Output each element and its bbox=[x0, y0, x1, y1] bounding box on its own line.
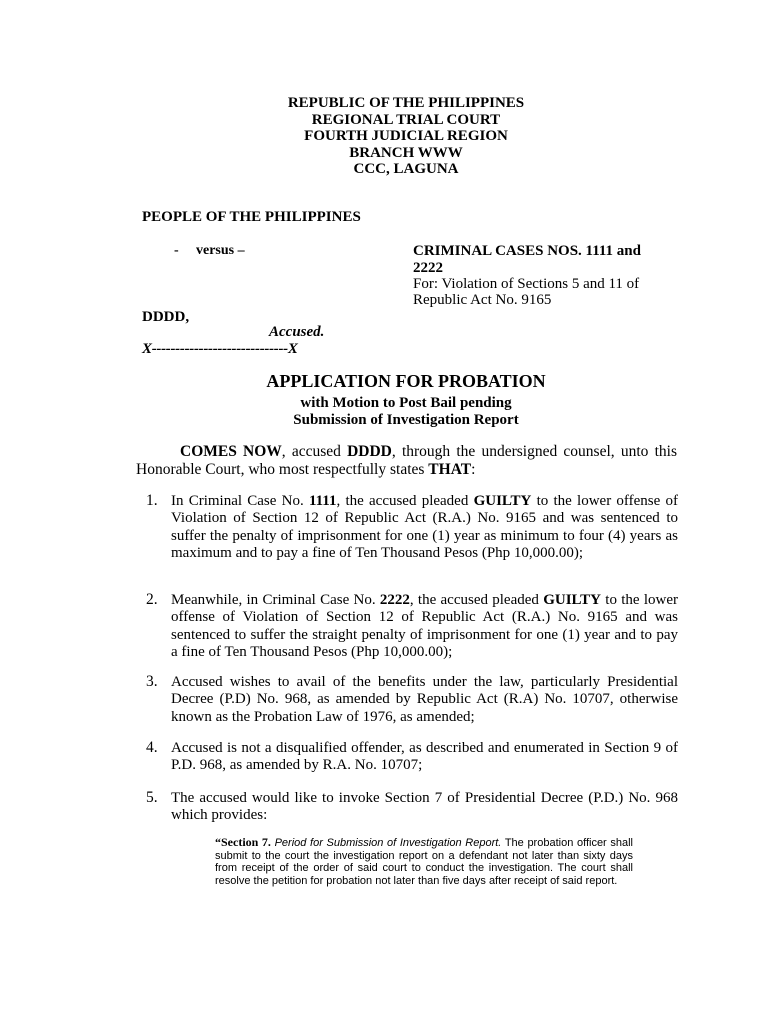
intro-text-1: , accused bbox=[281, 443, 348, 460]
intro-colon: : bbox=[471, 461, 476, 478]
item-1-paragraph bbox=[171, 493, 678, 562]
quote-section-title: Period for Submission of Investigation Report. bbox=[274, 837, 502, 849]
accused-label: Accused. bbox=[269, 324, 325, 340]
intro-text-2: , through the undersigned counsel, unto this Honorable Court, who most respectfully states bbox=[136, 443, 677, 478]
item-2-case-number: 2222 bbox=[379, 592, 410, 608]
header-line-location: CCC, LAGUNA bbox=[353, 161, 459, 177]
header-line-court: REGIONAL TRIAL COURT bbox=[311, 111, 501, 128]
case-title-line-2: 2222 bbox=[413, 260, 443, 276]
court-header bbox=[0, 95, 768, 178]
header-line-branch: BRANCH WWW bbox=[349, 144, 463, 161]
item-1-case-number: 1111 bbox=[308, 493, 337, 509]
item-4-paragraph: Accused is not a disqualified offender, as described and enumerated in Section 9 of P.D. 968, as amended by R.A. No. 10707; bbox=[171, 740, 678, 774]
document-subtitle-1: with Motion to Post Bail pending bbox=[300, 395, 512, 411]
item-2-guilty: GUILTY bbox=[543, 592, 601, 608]
violation-line-2: Republic Act No. 9165 bbox=[413, 292, 552, 308]
item-3-number: 3. bbox=[146, 673, 158, 690]
comes-now-text: COMES NOW bbox=[180, 443, 282, 460]
quoted-provision bbox=[215, 836, 633, 887]
item-5-number: 5. bbox=[146, 789, 158, 806]
item-3-paragraph: Accused wishes to avail of the benefits under the law, particularly Presidential Decree (P.D) No. 968, as amended by Republic Act (R.A) No. 10707, otherwise known as the Probation Law of 1976, as amended; bbox=[171, 674, 678, 725]
item-5-paragraph: The accused would like to invoke Section 7 of Presidential Decree (P.D.) No. 968 which provides: bbox=[171, 790, 678, 824]
versus-dash: - bbox=[174, 243, 179, 258]
item-1-text-c: to the lower offense of Violation of Section 12 of Republic Act (R.A.) No. 9165 and was sentenced to suffer the penalty of imprisonment for one (1) year as minimum to four (4) years as maximum and to pay a fine of Ten Thousand Pesos (Php 10,000.00); bbox=[171, 493, 678, 561]
versus-label: versus – bbox=[196, 243, 245, 258]
item-1-number: 1. bbox=[146, 492, 158, 509]
violation-line-1: For: Violation of Sections 5 and 11 of bbox=[413, 276, 640, 292]
plaintiff-name: PEOPLE OF THE PHILIPPINES bbox=[142, 209, 361, 225]
item-2-text-c: to the lower offense of Violation of Section 12 of Republic Act (R.A.) No. 9165 and was sentenced to suffer the straight penalty of imprisonment for one (1) year and to pay a fine of Ten Thousand Pesos (Php 10,000.00); bbox=[171, 592, 678, 660]
quote-text: The probation officer shall submit to the court the investigation report on a defendant not later than sixty days from receipt of the order of said court to conduct the investigation. The court shall resolve the petition for probation not later than five days after receipt of said report. bbox=[215, 837, 633, 887]
item-1-text-a: In Criminal Case No. bbox=[171, 493, 309, 509]
header-line-republic: REPUBLIC OF THE PHILIPPINES bbox=[287, 95, 525, 111]
document-subtitle-2: Submission of Investigation Report bbox=[293, 412, 519, 428]
item-2-paragraph bbox=[171, 592, 678, 661]
case-title-line-1: CRIMINAL CASES NOS. 1111 and bbox=[413, 243, 641, 259]
item-1-text-b: , the accused pleaded bbox=[336, 493, 474, 509]
item-1-guilty: GUILTY bbox=[473, 493, 532, 509]
caption-separator: X-----------------------------X bbox=[142, 341, 298, 357]
accused-name-text: DDDD bbox=[347, 443, 392, 460]
quote-section-number: “Section 7. bbox=[215, 835, 271, 849]
item-2-text-b: , the accused pleaded bbox=[409, 592, 544, 608]
item-4-number: 4. bbox=[146, 739, 158, 756]
item-2-text-a: Meanwhile, in Criminal Case No. bbox=[171, 592, 380, 608]
header-line-region: FOURTH JUDICIAL REGION bbox=[304, 128, 508, 144]
item-2-number: 2. bbox=[146, 591, 158, 608]
defendant-name: DDDD, bbox=[142, 309, 190, 325]
that-text: THAT bbox=[428, 461, 472, 478]
document-title: APPLICATION FOR PROBATION bbox=[266, 371, 546, 391]
intro-paragraph bbox=[136, 443, 677, 479]
